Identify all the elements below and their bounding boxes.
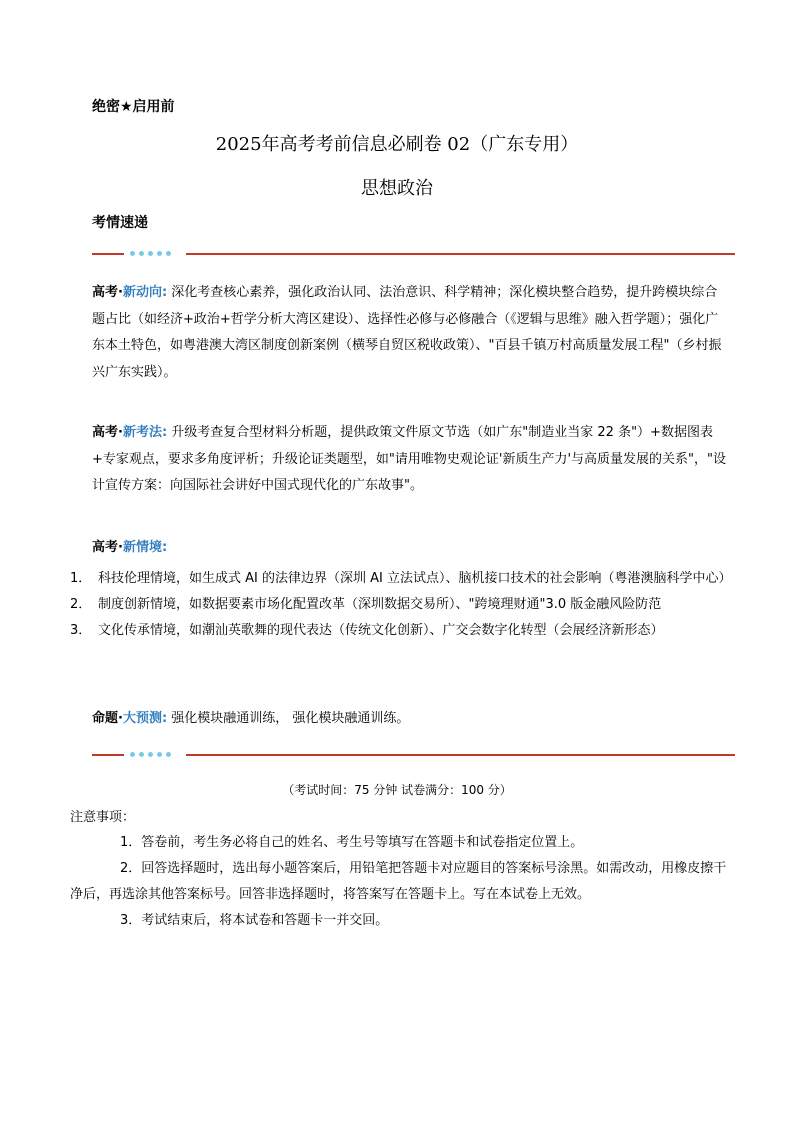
section-heading: 考情速递 (92, 215, 148, 231)
divider-top (92, 249, 735, 259)
divider-bottom (92, 750, 735, 760)
note-item: 1．答卷前，考生务必将自己的姓名、考生号等填写在答题卡和试卷指定位置上。 (120, 835, 584, 850)
situation-list (70, 566, 730, 644)
list-item: 1． 科技伦理情境，如生成式 AI 的法律边界（深圳 AI 立法试点）、脑机接口技术的社会影响（粤港澳脑科学中心） (70, 571, 732, 586)
exam-time-info: （考试时间：75 分钟 试卷满分：100 分） (282, 783, 512, 797)
new-method-text: 升级考查复合型材料分析题，提供政策文件原文节选（如广东"制造业当家 22 条"）+数据图表+专家观点，要求多角度评析；升级论证类题型，如"请用唯物史观论证'新质生产力'与高质量发展的关系"，"设计宣传方案：向国际社会讲好中国式现代化的广东故事"。 (92, 425, 726, 493)
new-method-paragraph (92, 420, 728, 500)
page-title: 2025年高考考前信息必刷卷 02（广东专用） (215, 134, 579, 155)
prediction-paragraph: 命题·大预测: 强化模块融通训练， 强化模块融通训练。 (92, 711, 410, 726)
subject-title: 思想政治 (361, 178, 433, 199)
list-item: 3． 文化传承情境，如潮汕英歌舞的现代表达（传统文化创新）、广交会数字化转型（会展经济新形态） (70, 623, 664, 638)
new-dynamics-text: 深化考查核心素养，强化政治认同、法治意识、科学精神；深化模块整合趋势，提升跨模块综合题占比（如经济+政治+哲学分析大湾区建设）、选择性必修与必修融合（《逻辑与思维》融入哲学题）；强化广东本土特色，如粤港澳大湾区制度创新案例（横琴自贸区税收政策）、"百县千镇万村高质量发展工程"（乡村振兴广东实践）。 (92, 285, 722, 380)
notes-heading: 注意事项： (70, 810, 136, 825)
new-method-label: 高考·新考法: (92, 425, 168, 440)
list-item: 2． 制度创新情境，如数据要素市场化配置改革（深圳数据交易所）、"跨境理财通"3.0 版金融风险防范 (70, 597, 662, 612)
note-item: 2．回答选择题时，选出每小题答案后，用铅笔把答题卡对应题目的答案标号涂黑。如需改动，用橡皮擦干净后，再选涂其他答案标号。回答非选择题时，将答案写在答题卡上。写在本试卷上无效。 (70, 861, 727, 902)
confidential-mark: 绝密★启用前 (92, 99, 175, 115)
notes-list (70, 830, 730, 934)
new-dynamics-paragraph (92, 280, 728, 386)
note-item: 3．考试结束后，将本试卷和答题卡一并交回。 (120, 913, 389, 928)
new-situation-label: 高考·新情境: (92, 540, 168, 555)
new-dynamics-label: 高考·新动向: (92, 285, 168, 300)
